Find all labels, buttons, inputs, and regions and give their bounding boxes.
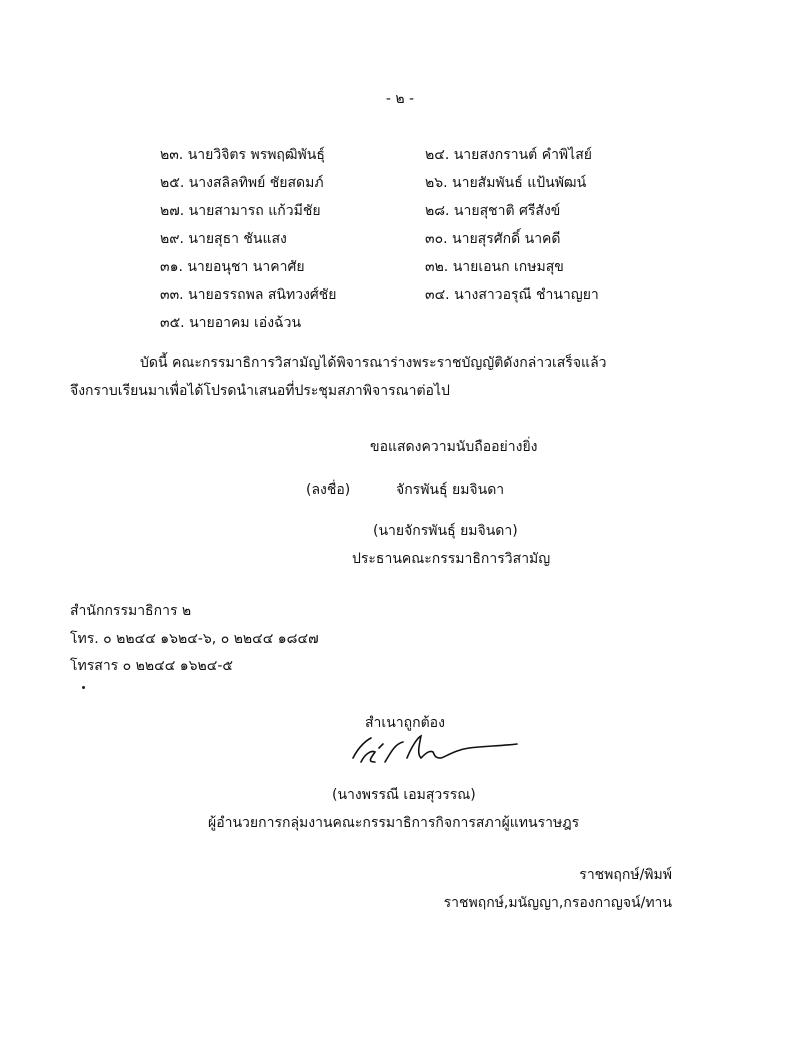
body-paragraph-line2: จึงกราบเรียนมาเพื่อได้โปรดนำเสนอที่ประชุมสภาพิจารณาต่อไป [70, 383, 450, 399]
closing-respect: ขอแสดงความนับถืออย่างยิ่ง [370, 439, 538, 455]
member-left: ๒๓. นายวิจิตร พรพฤฒิพันธุ์ [160, 147, 325, 163]
member-left: ๒๕. นางสลิลทิพย์ ชัยสดมภ์ [160, 175, 324, 191]
page-number: - ๒ - [385, 91, 415, 107]
chair-full-name: (นายจักรพันธุ์ ยมจินดา) [373, 523, 518, 539]
member-left: ๓๑. นายอนุชา นาคาศัย [160, 259, 305, 275]
body-paragraph-line1: บัดนี้ คณะกรรมาธิการวิสามัญได้พิจารณาร่างพระราชบัญญัติดังกล่าวเสร็จแล้ว [140, 355, 607, 371]
member-right: ๓๐. นายสุรศักดิ์ นาคดี [425, 231, 561, 247]
office-name: สำนักกรรมาธิการ ๒ [70, 603, 192, 619]
member-right: ๓๔. นางสาวอรุณี ชำนาญยา [425, 287, 599, 303]
member-left: ๒๙. นายสุธา ชันแสง [160, 231, 287, 247]
typist-line: ราชพฤกษ์/พิมพ์ [579, 867, 672, 883]
office-fax: โทรสาร ๐ ๒๒๔๔ ๑๖๒๔-๕ [70, 658, 233, 674]
certified-label: สำเนาถูกต้อง [365, 715, 445, 731]
member-right: ๓๒. นายเอนก เกษมสุข [425, 259, 564, 275]
member-left: ๒๗. นายสามารถ แก้วมีชัย [160, 203, 321, 219]
signed-name: จักรพันธุ์ ยมจินดา [396, 482, 505, 498]
stray-mark [82, 686, 85, 689]
member-right: ๒๖. นายสัมพันธ์ แป้นพัฒน์ [425, 175, 587, 191]
member-left: ๓๕. นายอาคม เอ่งฉ้วน [160, 315, 302, 331]
office-tel: โทร. ๐ ๒๒๔๔ ๑๖๒๔-๖, ๐ ๒๒๔๔ ๑๘๔๗ [70, 631, 319, 647]
certifier-name: (นางพรรณี เอมสุวรรณ) [332, 787, 476, 803]
handwritten-signature [345, 728, 525, 774]
signed-label: (ลงชื่อ) [306, 482, 351, 498]
chair-position: ประธานคณะกรรมาธิการวิสามัญ [352, 551, 551, 567]
member-right: ๒๘. นายสุชาติ ศรีสังข์ [425, 203, 561, 219]
member-right: ๒๔. นายสงกรานต์ คำพิไสย์ [425, 147, 592, 163]
certifier-position: ผู้อำนวยการกลุ่มงานคณะกรรมาธิการกิจการสภาผู้แทนราษฎร [208, 815, 580, 831]
checkers-line: ราชพฤกษ์,มนัญญา,กรองกาญจน์/ทาน [443, 895, 672, 911]
member-left: ๓๓. นายอรรถพล สนิทวงศ์ชัย [160, 287, 337, 303]
